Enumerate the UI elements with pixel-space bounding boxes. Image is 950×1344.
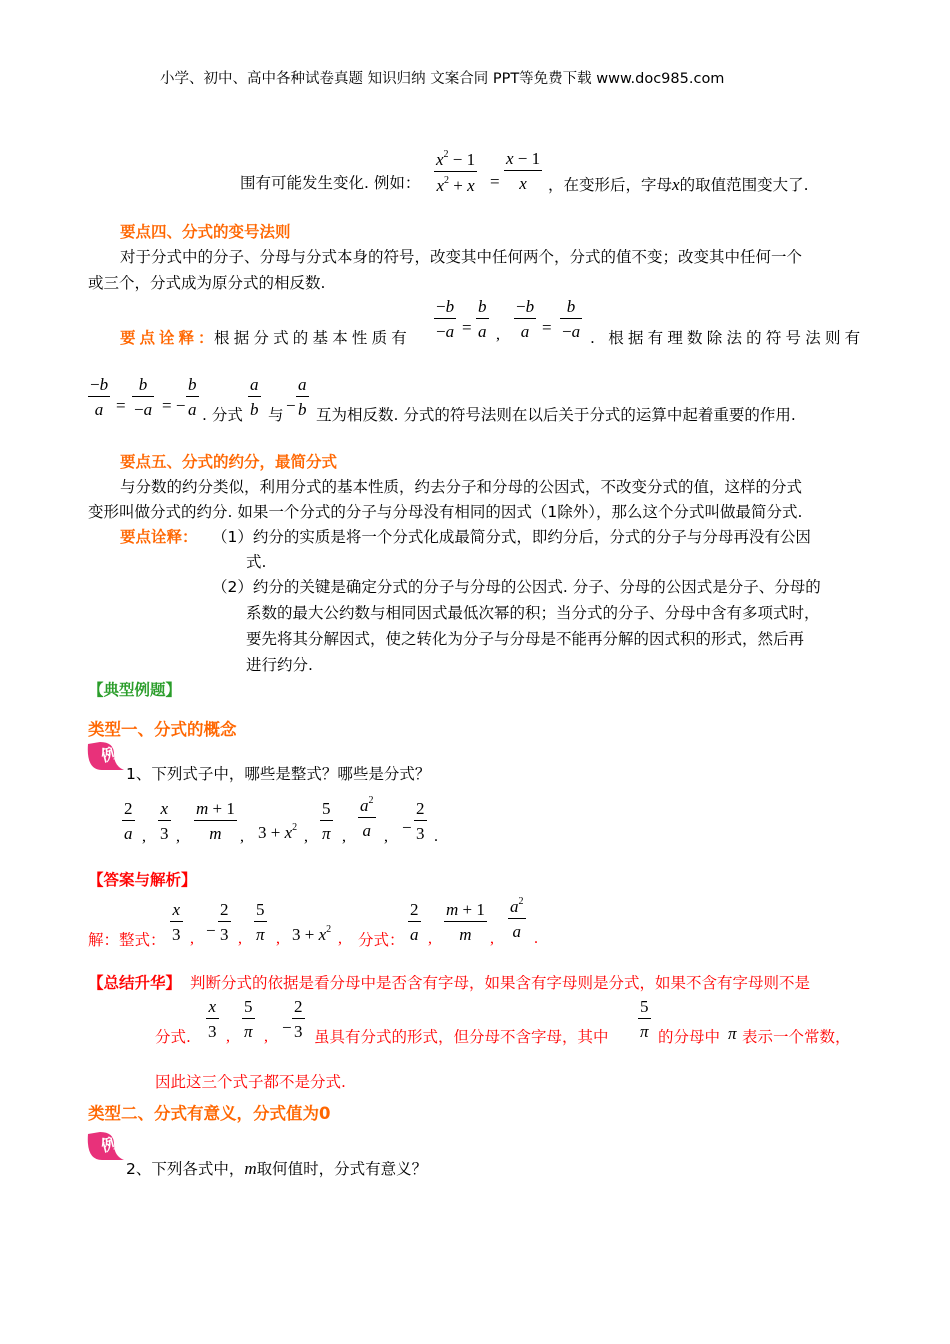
equals-sign: = — [542, 318, 552, 337]
section5-title: 要点五、分式的约分，最简分式 — [120, 453, 338, 471]
fraction-2-over-a: 2 a — [124, 799, 133, 843]
comma: , — [238, 930, 242, 947]
fraction-2-over-3-sol: 2 3 — [220, 900, 229, 944]
answer-label: 【答案与解析】 — [88, 871, 197, 889]
comma: , — [240, 828, 244, 845]
fraction-m-plus-1-over-m-sol: m + 1 m — [446, 900, 485, 944]
comma: , — [226, 1028, 230, 1045]
fraction-b-over-neg-a: b −a — [562, 297, 581, 341]
example-badge-icon — [84, 1130, 128, 1164]
type2-heading: 类型二、分式有意义，分式值为0 — [88, 1104, 331, 1123]
equals-sign: = — [116, 396, 126, 415]
fraction-neg-b-over-a-2: −b a — [90, 375, 109, 419]
fraction-a2-over-a-sol: $a^2$ a — [510, 896, 524, 941]
comma: , — [342, 828, 346, 845]
intro-suffix: ，在变形后，字母x的取值范围变大了. — [548, 175, 809, 194]
question1: 1、下列式子中，哪些是整式？哪些是分式？ — [126, 765, 431, 783]
fraction-a-over-b: a b — [250, 375, 259, 419]
fraction-m-plus-1-over-m: m + 1 m — [196, 799, 235, 843]
section4-line1: 对于分式中的分子、分母与分式本身的符号，改变其中任何两个，分式的值不变；改变其中任何一个 — [120, 248, 803, 266]
summary-line3: 因此这三个式子都不是分式. — [155, 1073, 346, 1091]
section5-note1a: （1）约分的实质是将一个分式化成最简分式，即约分后，分式的分子与分母再没有公因 — [212, 528, 811, 546]
comma: , — [190, 930, 194, 947]
example-badge-icon — [84, 740, 128, 774]
comma: , — [428, 930, 432, 947]
section5-note2d: 进行约分. — [246, 656, 313, 674]
minus-sign: − — [282, 1018, 292, 1037]
fraction-2-over-3-sum: 2 3 — [294, 997, 303, 1041]
summary-line2-end: 表示一个常数， — [742, 1028, 851, 1046]
summary-line2-mid: 虽具有分式的形式，但分母不含字母，其中 — [314, 1028, 609, 1046]
fraction-x-over-3: x 3 — [160, 799, 169, 843]
fraction-x-over-3-sol: x 3 — [172, 900, 181, 944]
section5-note2c: 要先将其分解因式，使之转化为分子与分母是不能再分解的因式积的形式，然后再 — [246, 630, 805, 648]
equals-neg-sign: = − — [162, 396, 186, 415]
summary-line1: 判断分式的依据是看分母中是否含有字母，如果含有字母则是分式，如果不含有字母则不是 — [190, 974, 811, 992]
comma: , — [384, 828, 388, 845]
section4-note-text2: . 根据有理数除法的符号法则有 — [590, 329, 865, 347]
question2: 2、下列各式中，m取何值时，分式有意义？ — [126, 1159, 428, 1178]
section5-note-label: 要点诠释： — [120, 528, 198, 546]
fraction-neg-b-over-a: −b a — [516, 297, 535, 341]
fraction-b-over-a-2: b a — [188, 375, 197, 419]
minus-sign: − — [206, 921, 216, 940]
fraction-x2-1-over-x2-x: $x^2 - 1$ $x^2 + x$ — [436, 149, 476, 195]
section4-note-label: 要点诠释： — [120, 329, 218, 347]
section5-note2b: 系数的最大公约数与相同因式最低次幂的积；当分式的分子、分母中含有多项式时， — [246, 604, 820, 622]
examples-heading: 【典型例题】 — [88, 681, 182, 699]
badge-label: 例 — [99, 743, 120, 766]
pi-symbol: π — [728, 1024, 737, 1043]
section5-line2: 变形叫做分式的约分. 如果一个分式的分子与分母没有相同的因式（1除外），那么这个分式叫做最简分式. — [88, 503, 803, 521]
fraction-2-over-3: 2 3 — [416, 799, 425, 843]
fraction-x-1-over-x: x − 1 x — [506, 149, 541, 193]
summary-line2-prefix: 分式. — [155, 1028, 191, 1046]
section4-title: 要点四、分式的变号法则 — [120, 223, 291, 241]
equals-sign: = — [490, 172, 500, 191]
comma: , — [490, 930, 494, 947]
fraction-a-over-b-2: a b — [298, 375, 307, 419]
comma: , — [142, 828, 146, 845]
section5-note2a: （2）约分的关键是确定分式的分子与分母的公因式. 分子、分母的公因式是分子、分母的 — [212, 578, 821, 596]
intro-prefix: 围有可能发生变化. 例如： — [240, 174, 421, 192]
summary-line2-mid2: 的分母中 — [658, 1028, 721, 1046]
equals-sign: = — [462, 318, 472, 337]
section5-line1: 与分数的约分类似，利用分式的基本性质，约去分子和分母的公因式，不改变分式的值，这样的分式 — [120, 478, 803, 496]
fraction-5-over-pi-sum: 5 π — [244, 997, 253, 1041]
section4-line4-mid: . 分式 — [202, 406, 243, 424]
comma: , — [496, 326, 500, 343]
section4-line2: 或三个，分式成为原分式的相反数. — [88, 274, 326, 292]
fraction-5-over-pi: 5 π — [322, 799, 331, 843]
solution-prefix: 解：整式： — [88, 931, 166, 949]
summary-label: 【总结升华】 — [88, 974, 182, 992]
fraction-b-over-a: b a — [478, 297, 487, 341]
section4-line4-with: 与 — [268, 406, 284, 424]
comma: , — [338, 930, 342, 947]
fraction-neg-b-over-neg-a: −b −a — [436, 297, 455, 341]
fraction-5-over-pi-sol: 5 π — [256, 900, 265, 944]
minus-sign: − — [286, 396, 296, 415]
comma: , — [176, 828, 180, 845]
expr-3-plus-x2: $3 + x^2$ — [258, 822, 298, 842]
section4-line4-end: 互为相反数. 分式的符号法则在以后关于分式的运算中起着重要的作用. — [316, 406, 796, 424]
solution-fraction-label: 分式： — [358, 931, 405, 949]
page-header: 小学、初中、高中各种试卷真题 知识归纳 文案合同 PPT等免费下载 www.doc985.com — [160, 71, 725, 87]
fraction-a2-over-a: $a^2$ a — [360, 795, 374, 840]
badge-label: 例 — [99, 1133, 120, 1156]
section5-note1b: 式. — [246, 553, 267, 571]
section4-note-text: 根据分式的基本性质有 — [214, 329, 412, 347]
expr-3-plus-x2-sol: $3 + x^2$ — [292, 924, 332, 944]
minus-sign: − — [402, 818, 412, 837]
comma: , — [304, 828, 308, 845]
fraction-2-over-a-sol: 2 a — [410, 900, 419, 944]
comma: , — [264, 1028, 268, 1045]
period: . — [434, 828, 438, 845]
fraction-b-over-neg-a-2: b −a — [134, 375, 153, 419]
fraction-5-over-pi-sum2: 5 π — [640, 997, 649, 1041]
comma: , — [276, 930, 280, 947]
period: . — [534, 930, 538, 947]
fraction-x-over-3-sum: x 3 — [208, 997, 217, 1041]
type1-heading: 类型一、分式的概念 — [88, 720, 237, 739]
